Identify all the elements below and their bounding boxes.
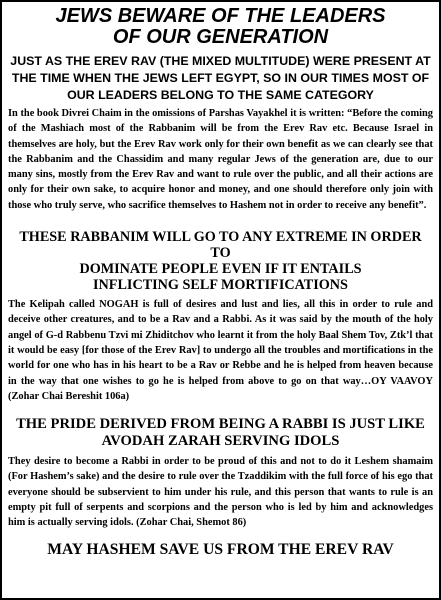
- section-2-heading-line-1: THESE RABBANIM WILL GO TO ANY EXTREME IN ORDER TO: [19, 229, 422, 262]
- section-3-heading-line-1: THE PRIDE DERIVED FROM BEING A RABBI IS JUST LIKE: [16, 416, 425, 433]
- main-title-line-2: OF OUR GENERATION: [112, 26, 329, 48]
- section-2-heading: [8, 229, 433, 293]
- subtitle: [8, 53, 433, 104]
- section-3-heading-line-2: AVODAH ZARAH SERVING IDOLS: [101, 433, 340, 450]
- subtitle-line-2: THE TIME WHEN THE JEWS LEFT EGYPT, SO IN OUR TIMES MOST OF: [11, 71, 430, 85]
- section-3-body: They desire to become a Rabbi in order to be proud of this and not to do it Leshem shamaim (For Hashem’s sake) and the desire to rule over the Tzaddikim with the full force of his ego that everyone should be subservient to him under his rule, and this person that wants to rule is an empty pit full of serpents and scorpions and the person who is led by him and acknowledges him is actually serving idols. (Zohar Chai, Shemot 86): [8, 456, 433, 529]
- section-2-body: The Kelipah called NOGAH is full of desires and lust and lies, all this in order to rule and deceive other creatures, and to be a Rav and a Rabbi. As it was said by the mouth of the holy angel of G-d Rabbenu Tzvi mi Zhiditchov who learnt it from the holy Baal Shem Tov, Ztk’l that it would be easy [for those of the Erev Rav] to undergo all the troubles and mortifications in the world for one who has in his heart to be a Rav or Rebbe and he is helped from heaven because in the way that one wishes to go he is helped from above to go on that way…OY VAAVOY (Zohar Chai Bereshit 106a): [8, 299, 433, 402]
- section-2-heading-line-2: DOMINATE PEOPLE EVEN IF IT ENTAILS: [79, 261, 362, 278]
- main-title-line-1: JEWS BEWARE OF THE LEADERS: [55, 5, 386, 27]
- subtitle-line-3: OUR LEADERS BELONG TO THE SAME CATEGORY: [67, 88, 374, 102]
- section-2-heading-line-3: INFLICTING SELF MORTIFICATIONS: [93, 277, 348, 294]
- section-1-body: In the book Divrei Chaim in the omissions of Parshas Vayakhel it is written: “Before the coming of the Mashiach most of the Rabbanim will be from the Erev Rav etc. Because Israel in themselves are holy, but the Erev Rav work only for their own benefit as we can clearly see that the Rabbanim and the Chassidim and many regular Jews of the generation are, due to our many sins, mostly from the Erev Rav and want to rule over the public, and all their actions are only for their own sake, to acquire honor and money, and one should therefore only join with those who truly serve, who sacrifice themselves to Hashem not in order to receive any benefit”.: [8, 108, 433, 211]
- main-title: [8, 6, 433, 48]
- subtitle-line-1: JUST AS THE EREV RAV (THE MIXED MULTITUDE) WERE PRESENT AT: [10, 54, 431, 68]
- section-3-heading: [8, 416, 433, 450]
- closing-line: MAY HASHEM SAVE US FROM THE EREV RAV: [47, 540, 394, 558]
